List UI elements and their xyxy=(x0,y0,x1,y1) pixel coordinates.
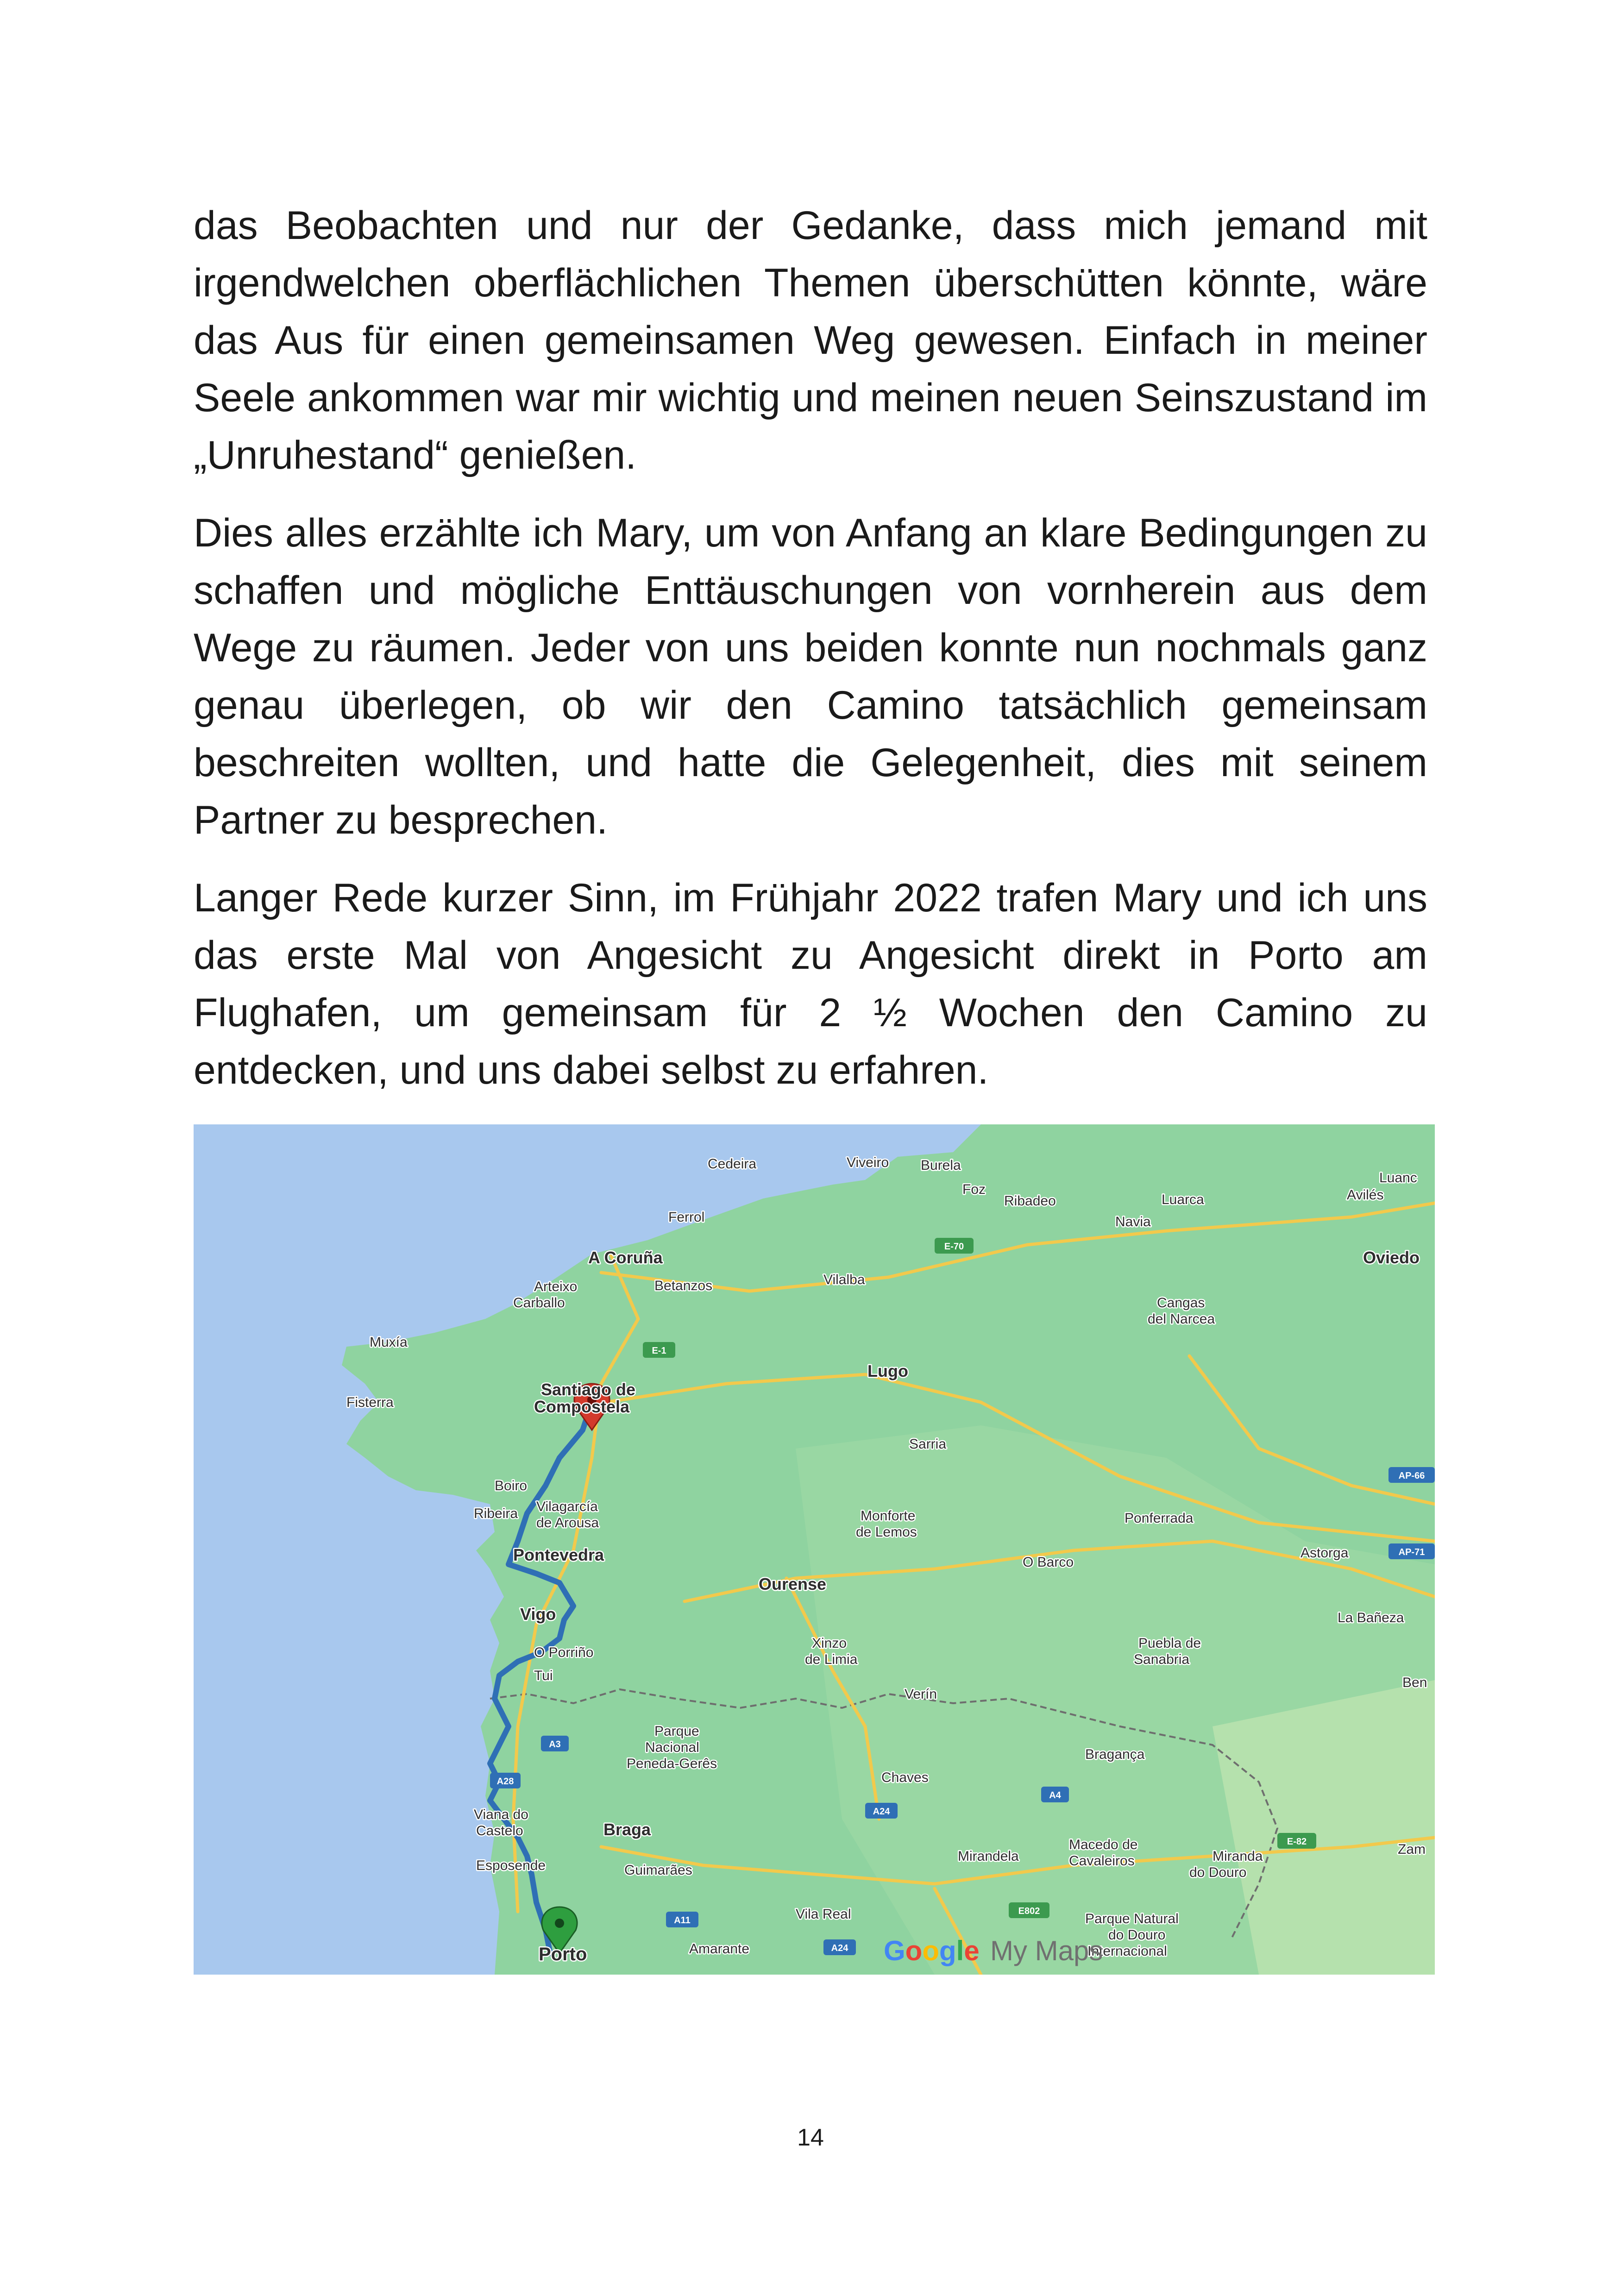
place-viana-2: Castelo xyxy=(476,1823,523,1838)
place-porto: Porto xyxy=(539,1944,587,1964)
road-badge-a24a: A24 xyxy=(873,1807,890,1817)
place-fisterra: Fisterra xyxy=(346,1395,394,1410)
place-parque-1: Parque xyxy=(654,1724,699,1739)
place-miranda-1: Miranda xyxy=(1213,1849,1263,1864)
place-vigo: Vigo xyxy=(520,1605,556,1624)
place-macedo-1: Macedo de xyxy=(1069,1837,1138,1852)
place-ourense: Ourense xyxy=(759,1575,827,1593)
place-braga: Braga xyxy=(603,1820,651,1839)
place-la-baneza: La Bañeza xyxy=(1338,1610,1404,1625)
place-pontevedra: Pontevedra xyxy=(513,1545,604,1564)
place-tui: Tui xyxy=(534,1668,553,1683)
place-carballo: Carballo xyxy=(513,1295,565,1311)
place-esposende: Esposende xyxy=(476,1858,546,1873)
road-badge-a11: A11 xyxy=(674,1915,691,1926)
place-luanco: Luanc xyxy=(1379,1170,1417,1186)
road-badge-ap66: AP-66 xyxy=(1398,1471,1425,1481)
road-badge-ap71: AP-71 xyxy=(1398,1547,1425,1557)
place-santiago-1: Santiago de xyxy=(541,1380,636,1399)
place-amarante: Amarante xyxy=(689,1941,750,1957)
place-pnid-3: Internacional xyxy=(1087,1944,1167,1959)
my-maps-label: My Maps xyxy=(990,1935,1103,1966)
place-pnid-2: do Douro xyxy=(1108,1927,1166,1943)
place-ferrol: Ferrol xyxy=(668,1210,705,1225)
place-vila-real: Vila Real xyxy=(796,1907,851,1922)
road-badge-e70: E-70 xyxy=(944,1242,964,1252)
place-muxia: Muxía xyxy=(370,1335,408,1350)
google-logo: Google xyxy=(884,1935,980,1966)
place-parque-2: Nacional xyxy=(645,1740,699,1755)
place-viana-1: Viana do xyxy=(474,1807,528,1822)
place-lemos: de Lemos xyxy=(856,1524,917,1540)
place-verin: Verín xyxy=(905,1687,937,1702)
place-sanabria: Sanabria xyxy=(1134,1652,1190,1667)
place-vilagarcia: Vilagarcía xyxy=(536,1499,598,1514)
place-braganca: Bragança xyxy=(1085,1747,1145,1762)
road-badge-e802: E802 xyxy=(1018,1906,1040,1916)
place-aviles: Avilés xyxy=(1347,1187,1384,1203)
place-vilalba: Vilalba xyxy=(823,1272,865,1287)
place-navia: Navia xyxy=(1115,1214,1151,1230)
place-astorga: Astorga xyxy=(1301,1545,1349,1561)
attribution xyxy=(884,1935,1103,1966)
place-chaves: Chaves xyxy=(881,1770,929,1785)
route-map xyxy=(194,1124,1435,1975)
place-sarria: Sarria xyxy=(909,1437,947,1452)
place-oviedo: Oviedo xyxy=(1363,1248,1420,1267)
paragraph-1: das Beobachten und nur der Gedanke, dass mich jemand mit irgendwelchen oberflächlichen Themen überschütten könnte, wäre das Aus für einen gemeinsamen Weg gewesen. Einfach in meiner Seele ankommen war mir wichtig und meinen neuen Seinszustand im „Unruhestand“ genießen. xyxy=(194,203,1427,477)
place-o-barco: O Barco xyxy=(1023,1555,1074,1570)
place-foz: Foz xyxy=(962,1182,986,1197)
place-boiro: Boiro xyxy=(495,1478,528,1493)
place-ribeira: Ribeira xyxy=(474,1506,518,1521)
place-benavente: Ben xyxy=(1402,1675,1427,1690)
body-text xyxy=(194,197,1427,1119)
place-zamora: Zam xyxy=(1398,1842,1426,1857)
road-badge-a24c: A24 xyxy=(831,1943,848,1953)
place-ponferrada: Ponferrada xyxy=(1125,1511,1194,1526)
place-puebla: Puebla de xyxy=(1138,1636,1201,1651)
place-monforte: Monforte xyxy=(861,1508,916,1524)
place-miranda-2: do Douro xyxy=(1189,1865,1247,1880)
place-pnid-1: Parque Natural xyxy=(1085,1911,1179,1926)
route-map-image xyxy=(194,1124,1435,1975)
place-limia: de Limia xyxy=(805,1652,858,1667)
place-mirandela: Mirandela xyxy=(958,1849,1019,1864)
paragraph-3: Langer Rede kurzer Sinn, im Frühjahr 2022 trafen Mary und ich uns das erste Mal von Angesicht zu Angesicht direkt in Porto am Flughafen, um gemeinsam für 2 ½ Wochen den Camino zu entdecken, und uns dabei selbst zu erfahren. xyxy=(194,876,1427,1092)
place-burela: Burela xyxy=(921,1158,961,1173)
road-badge-e1: E-1 xyxy=(652,1346,666,1356)
place-santiago-2: Compostela xyxy=(534,1397,630,1416)
place-cangas: Cangas xyxy=(1157,1295,1205,1311)
place-viveiro: Viveiro xyxy=(847,1155,889,1170)
place-a-coruna: A Coruña xyxy=(588,1248,663,1267)
place-xinzo: Xinzo xyxy=(812,1636,847,1651)
place-luarca: Luarca xyxy=(1162,1192,1204,1207)
place-ribadeo: Ribadeo xyxy=(1004,1193,1056,1209)
road-badge-e82: E-82 xyxy=(1287,1837,1307,1847)
place-narcea: del Narcea xyxy=(1148,1311,1215,1327)
road-badge-a28: A28 xyxy=(496,1776,514,1787)
place-arousa: de Arousa xyxy=(536,1515,599,1531)
place-cedeira: Cedeira xyxy=(708,1156,757,1172)
road-badge-a3: A3 xyxy=(549,1739,561,1750)
place-macedo-2: Cavaleiros xyxy=(1069,1853,1135,1869)
place-lugo: Lugo xyxy=(867,1361,908,1380)
place-parque-3: Peneda-Gerês xyxy=(627,1756,717,1771)
road-badge-a4: A4 xyxy=(1049,1790,1061,1800)
place-guimaraes: Guimarães xyxy=(624,1863,692,1878)
paragraph-2: Dies alles erzählte ich Mary, um von Anfang an klare Bedingungen zu schaffen und mögliche Enttäuschungen von vornherein aus dem Wege zu räumen. Jeder von uns beiden konnte nun nochmals ganz genau überlegen, ob wir den Camino tatsächlich gemeinsam beschreiten wollten, und hatte die Gelegenheit, dies mit seinem Partner zu besprechen. xyxy=(194,511,1427,842)
place-arteixo: Arteixo xyxy=(534,1279,578,1294)
page-number: 14 xyxy=(797,2124,824,2151)
place-betanzos: Betanzos xyxy=(654,1278,713,1293)
place-o-porrino: O Porriño xyxy=(534,1645,594,1660)
